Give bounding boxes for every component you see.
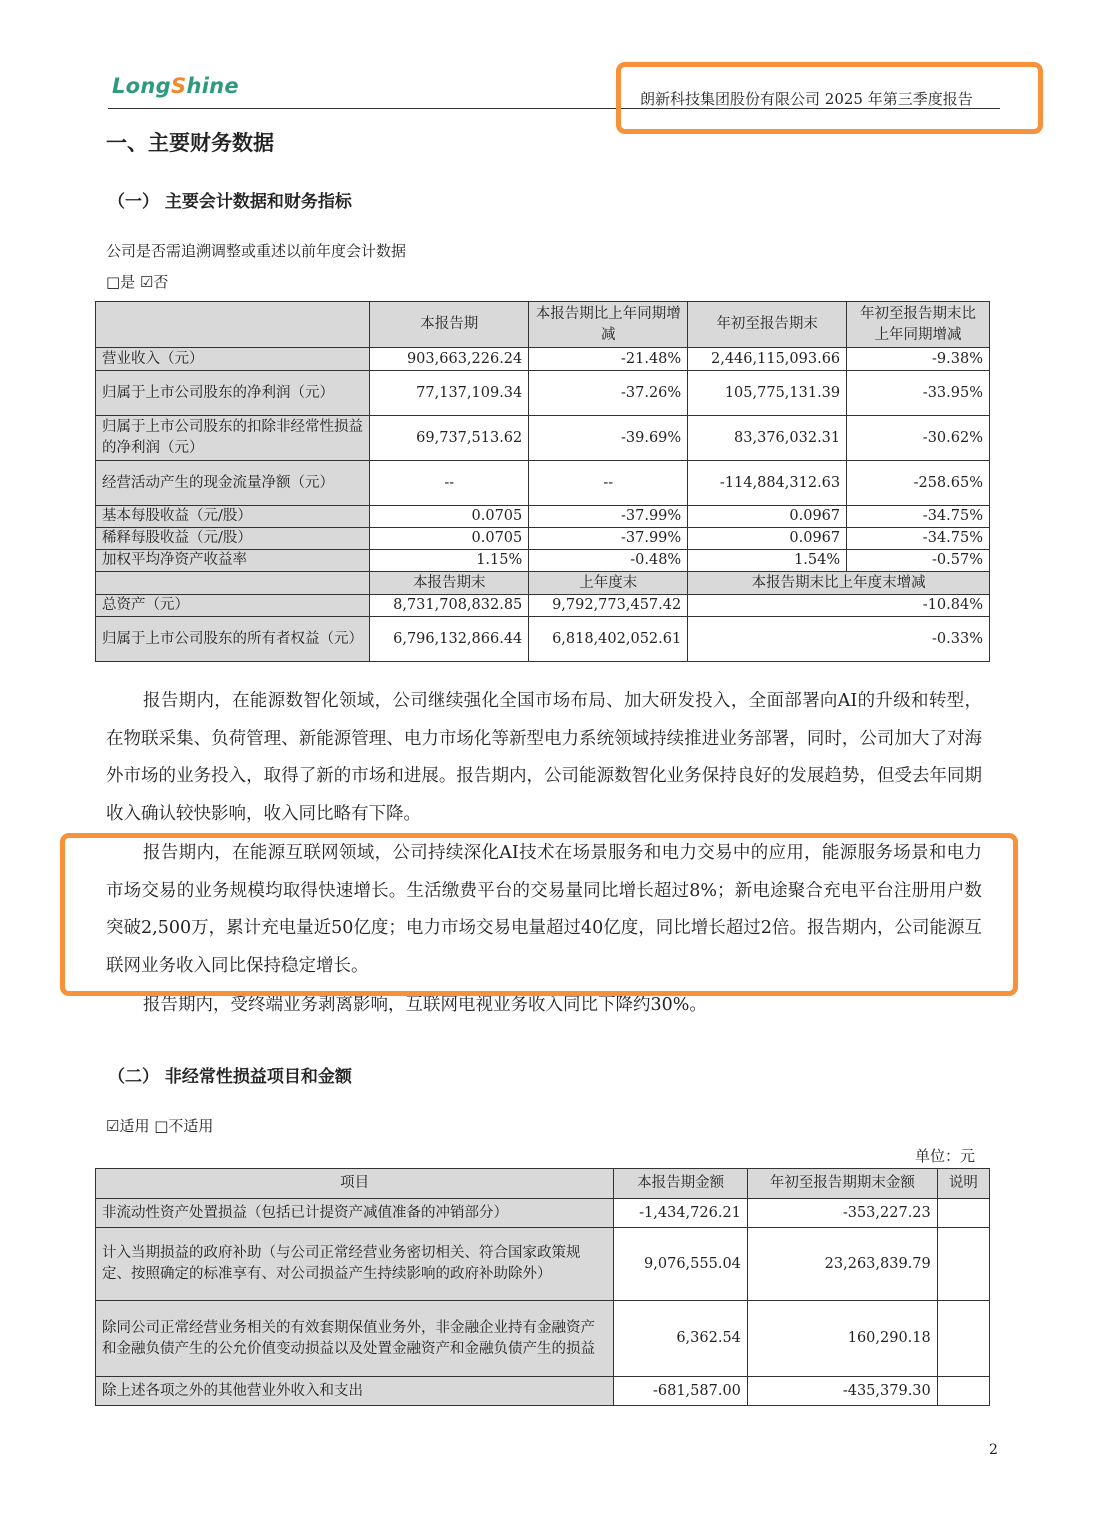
subsection-title-1: （一） 主要会计数据和财务指标 bbox=[108, 192, 352, 212]
cell-value: 0.0705 bbox=[370, 528, 529, 550]
highlight-box-paragraph bbox=[60, 833, 1018, 996]
unit-label: 单位：元 bbox=[915, 1147, 976, 1165]
table-header-row bbox=[96, 1169, 990, 1199]
company-logo bbox=[112, 74, 239, 98]
logo-text-2: hine bbox=[186, 74, 239, 98]
table-row bbox=[96, 617, 990, 662]
report-header-title: 朗新科技集团股份有限公司 2025 年第三季度报告 bbox=[640, 90, 973, 108]
section-title: 一、主要财务数据 bbox=[106, 131, 274, 155]
page-number: 2 bbox=[989, 1442, 998, 1458]
table-row bbox=[96, 416, 990, 461]
cell-value: 83,376,032.31 bbox=[688, 416, 847, 461]
cell-value: -34.75% bbox=[847, 506, 990, 528]
cell-value: 903,663,226.24 bbox=[370, 348, 529, 371]
row-label: 稀释每股收益（元/股） bbox=[96, 528, 370, 550]
cell-value: -37.26% bbox=[529, 371, 688, 416]
header-cell bbox=[96, 302, 370, 348]
row-label: 基本每股收益（元/股） bbox=[96, 506, 370, 528]
highlight-box-header bbox=[616, 62, 1043, 134]
header-cell-empty bbox=[96, 572, 370, 595]
cell-value: 9,076,555.04 bbox=[614, 1228, 748, 1301]
table-row bbox=[96, 595, 990, 617]
cell-value: 69,737,513.62 bbox=[370, 416, 529, 461]
restate-question: 公司是否需追溯调整或重述以前年度会计数据 bbox=[106, 242, 407, 260]
item-label: 计入当期损益的政府补助（与公司正常经营业务密切相关、符合国家政策规定、按照确定的标准享有、对公司损益产生持续影响的政府补助除外） bbox=[96, 1228, 614, 1301]
cell-value: 2,446,115,093.66 bbox=[688, 348, 847, 371]
paragraph-energy-internet: 报告期内，在能源互联网领域，公司持续深化AI技术在场景服务和电力交易中的应用，能源服务场景和电力市场交易的业务规模均取得快速增长。生活缴费平台的交易量同比增长超过8%；新电途聚合充电平台注册用户数突破2,500万，累计充电量近50亿度；电力市场交易电量超过40亿度，同比增长超过2倍。报告期内，公司能源互联网业务收入同比保持稳定增长。 bbox=[106, 843, 982, 976]
header-cell: 说明 bbox=[937, 1169, 989, 1199]
logo-text-1: Long bbox=[112, 74, 171, 98]
row-label: 归属于上市公司股东的所有者权益（元） bbox=[96, 617, 370, 662]
table-row bbox=[96, 1377, 990, 1406]
non-recurring-items-table bbox=[95, 1168, 990, 1406]
cell-value: 160,290.18 bbox=[747, 1301, 937, 1377]
applicable-options: ☑适用 □不适用 bbox=[106, 1117, 214, 1135]
cell-value: -114,884,312.63 bbox=[688, 461, 847, 506]
cell-value: -9.38% bbox=[847, 348, 990, 371]
header-cell: 上年度末 bbox=[529, 572, 688, 595]
table-row bbox=[96, 528, 990, 550]
table-row bbox=[96, 1199, 990, 1228]
cell-note bbox=[937, 1199, 989, 1228]
cell-value: -353,227.23 bbox=[747, 1199, 937, 1228]
cell-value: 8,731,708,832.85 bbox=[370, 595, 529, 617]
cell-value: -39.69% bbox=[529, 416, 688, 461]
header-cell: 本报告期比上年同期增减 bbox=[529, 302, 688, 348]
cell-value: -33.95% bbox=[847, 371, 990, 416]
cell-value: 23,263,839.79 bbox=[747, 1228, 937, 1301]
cell-value: -21.48% bbox=[529, 348, 688, 371]
row-label: 归属于上市公司股东的净利润（元） bbox=[96, 371, 370, 416]
cell-value: -681,587.00 bbox=[614, 1377, 748, 1406]
table-row bbox=[96, 506, 990, 528]
header-cell: 本报告期 bbox=[370, 302, 529, 348]
table-header-row bbox=[96, 302, 990, 348]
cell-value: -37.99% bbox=[529, 528, 688, 550]
item-label: 除上述各项之外的其他营业外收入和支出 bbox=[96, 1377, 614, 1406]
cell-value: -37.99% bbox=[529, 506, 688, 528]
table-subheader-row bbox=[96, 572, 990, 595]
cell-value: -34.75% bbox=[847, 528, 990, 550]
row-label: 经营活动产生的现金流量净额（元） bbox=[96, 461, 370, 506]
cell-value: -0.33% bbox=[688, 617, 990, 662]
header-cell: 项目 bbox=[96, 1169, 614, 1199]
table-row bbox=[96, 348, 990, 371]
header-cell: 年初至报告期期末金额 bbox=[747, 1169, 937, 1199]
cell-value: -- bbox=[529, 461, 688, 506]
cell-value: -1,434,726.21 bbox=[614, 1199, 748, 1228]
cell-value: 105,775,131.39 bbox=[688, 371, 847, 416]
cell-value: 77,137,109.34 bbox=[370, 371, 529, 416]
cell-note bbox=[937, 1228, 989, 1301]
row-label: 归属于上市公司股东的扣除非经常性损益的净利润（元） bbox=[96, 416, 370, 461]
table-row bbox=[96, 371, 990, 416]
cell-value: -435,379.30 bbox=[747, 1377, 937, 1406]
cell-value: -30.62% bbox=[847, 416, 990, 461]
cell-value: -0.48% bbox=[529, 550, 688, 572]
cell-note bbox=[937, 1377, 989, 1406]
header-cell: 年初至报告期末比上年同期增减 bbox=[847, 302, 990, 348]
subsection-title-2: （二） 非经常性损益项目和金额 bbox=[108, 1067, 352, 1087]
cell-value: -0.57% bbox=[847, 550, 990, 572]
row-label: 营业收入（元） bbox=[96, 348, 370, 371]
cell-value: 1.15% bbox=[370, 550, 529, 572]
cell-value: 6,818,402,052.61 bbox=[529, 617, 688, 662]
cell-value: -258.65% bbox=[847, 461, 990, 506]
cell-value: 9,792,773,457.42 bbox=[529, 595, 688, 617]
logo-s-glyph: S bbox=[171, 74, 187, 98]
row-label: 总资产（元） bbox=[96, 595, 370, 617]
cell-value: 6,362.54 bbox=[614, 1301, 748, 1377]
paragraph-internet-tv: 报告期内，受终端业务剥离影响，互联网电视业务收入同比下降约30%。 bbox=[143, 995, 707, 1015]
cell-value: 6,796,132,866.44 bbox=[370, 617, 529, 662]
cell-value: 0.0967 bbox=[688, 528, 847, 550]
header-cell: 本报告期末 bbox=[370, 572, 529, 595]
item-label: 除同公司正常经营业务相关的有效套期保值业务外，非金融企业持有金融资产和金融负债产生的公允价值变动损益以及处置金融资产和金融负债产生的损益 bbox=[96, 1301, 614, 1377]
table-row bbox=[96, 1228, 990, 1301]
cell-note bbox=[937, 1301, 989, 1377]
paragraph-energy-digital: 报告期内，在能源数智化领域，公司继续强化全国市场布局、加大研发投入，全面部署向AI的升级和转型，在物联采集、负荷管理、新能源管理、电力市场化等新型电力系统领域持续推进业务部署，同时，公司加大了对海外市场的业务投入，取得了新的市场和进展。报告期内，公司能源数智化业务保持良好的发展趋势，但受去年同期收入确认较快影响，收入同比略有下降。 bbox=[106, 691, 982, 824]
header-cell: 本报告期末比上年度末增减 bbox=[688, 572, 990, 595]
table-row bbox=[96, 461, 990, 506]
table-row bbox=[96, 1301, 990, 1377]
header-cell: 本报告期金额 bbox=[614, 1169, 748, 1199]
header-cell: 年初至报告期末 bbox=[688, 302, 847, 348]
table-row bbox=[96, 550, 990, 572]
row-label: 加权平均净资产收益率 bbox=[96, 550, 370, 572]
item-label: 非流动性资产处置损益（包括已计提资产减值准备的冲销部分） bbox=[96, 1199, 614, 1228]
restate-options: □是 ☑否 bbox=[106, 273, 169, 291]
cell-value: 0.0705 bbox=[370, 506, 529, 528]
cell-value: 1.54% bbox=[688, 550, 847, 572]
financial-data-table bbox=[95, 301, 990, 662]
cell-value: 0.0967 bbox=[688, 506, 847, 528]
cell-value: -10.84% bbox=[688, 595, 990, 617]
cell-value: -- bbox=[370, 461, 529, 506]
